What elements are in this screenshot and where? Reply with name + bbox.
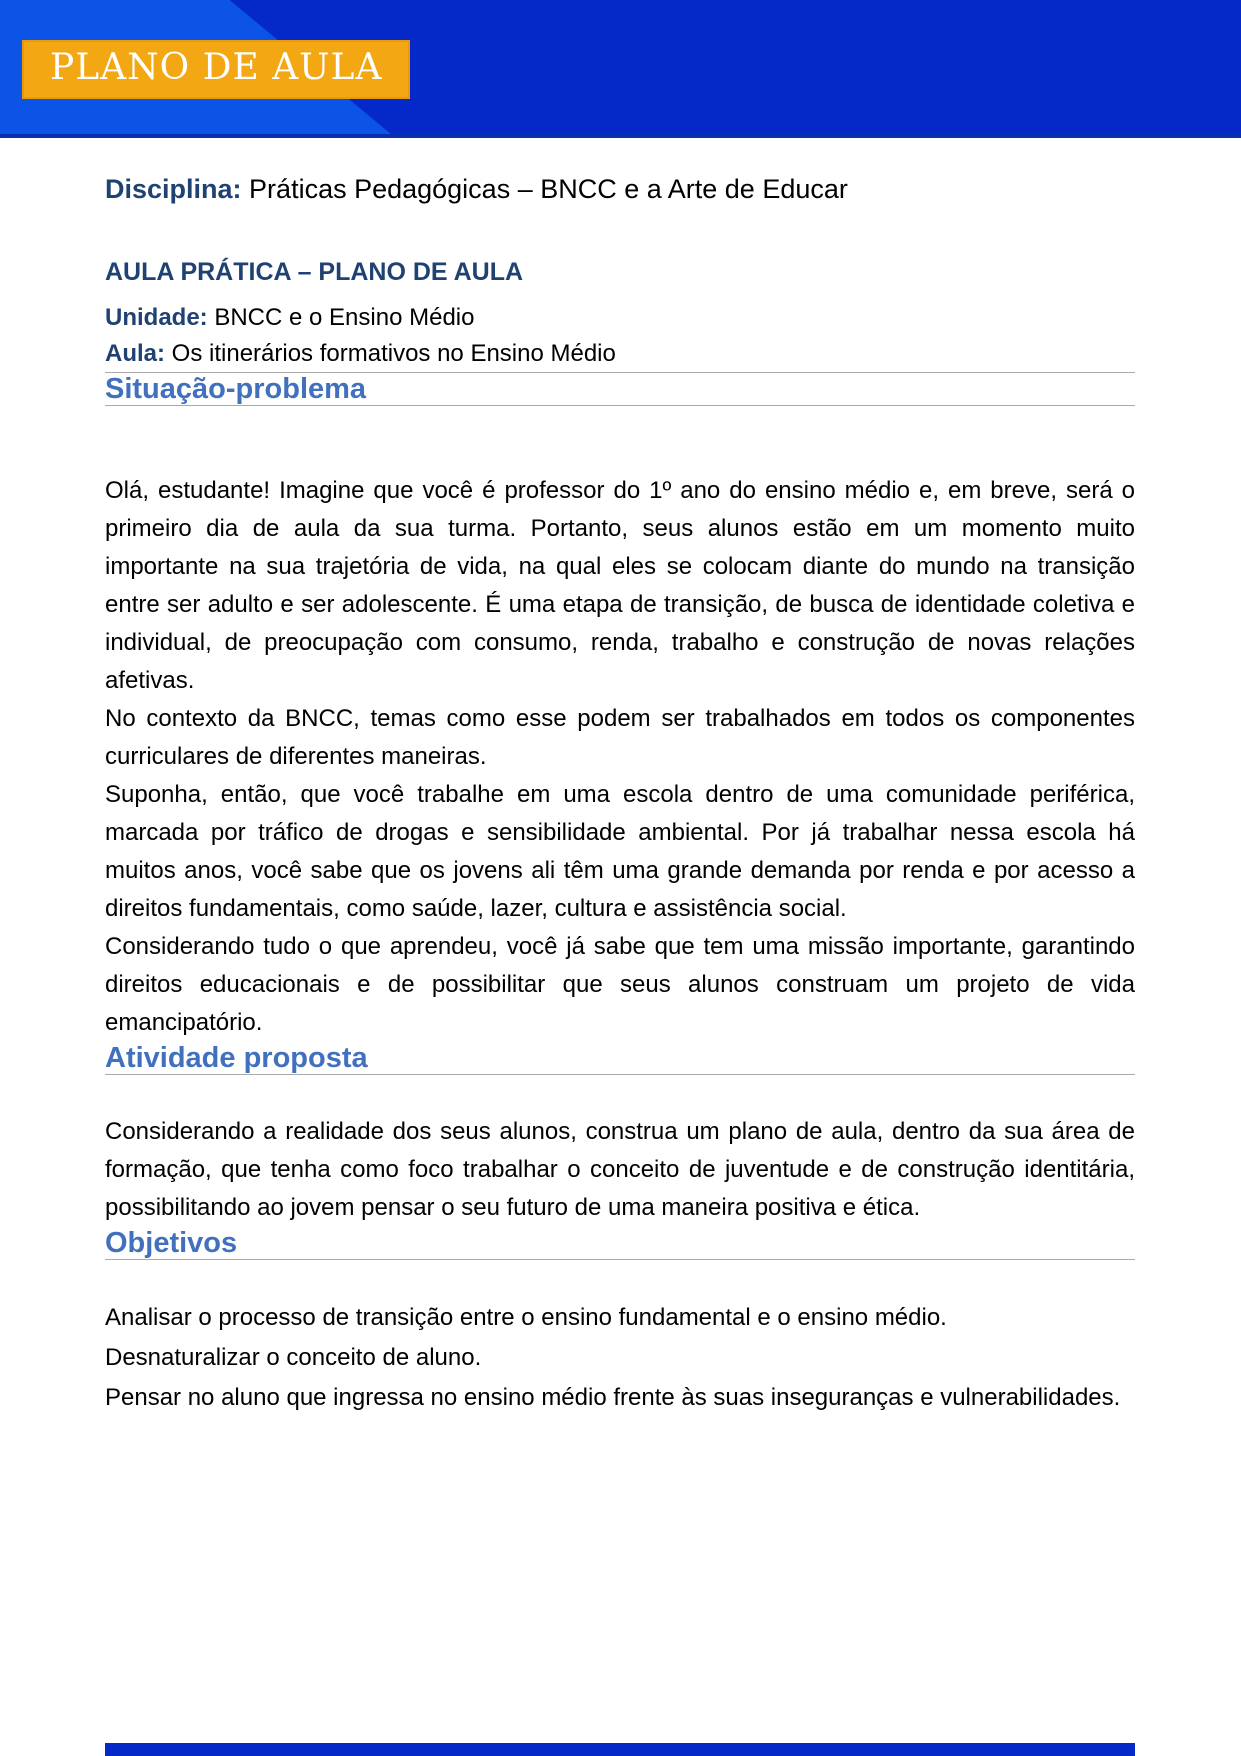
objective-item: Pensar no aluno que ingressa no ensino médio frente às suas inseguranças e vulnerabilidades.	[105, 1384, 1121, 1411]
objective-item: Desnaturalizar o conceito de aluno.	[105, 1344, 482, 1371]
lesson-label: Aula:	[105, 340, 165, 367]
section-title-objetivos: Objetivos	[105, 1227, 238, 1259]
practice-title: AULA PRÁTICA – PLANO DE AULA	[105, 258, 524, 286]
divider	[105, 1259, 1135, 1260]
lesson-value: Os itinerários formativos no Ensino Médio	[171, 340, 616, 367]
paragraph: No contexto da BNCC, temas como esse podem ser trabalhados em todos os componentes curriculares de diferentes maneiras.	[105, 705, 1135, 770]
paragraph: Considerando a realidade dos seus alunos, construa um plano de aula, dentro da sua área de formação, que tenha como foco trabalhar o conceito de juventude e de construção identitária, possibilitando ao jovem pensar o seu futuro de uma maneira positiva e ética.	[105, 1118, 1135, 1221]
discipline-line	[105, 172, 1135, 206]
lesson-meta	[105, 300, 1135, 372]
unit-value: BNCC e o Ensino Médio	[214, 304, 475, 331]
section-title-situacao-problema: Situação-problema	[105, 373, 367, 405]
divider	[105, 405, 1135, 406]
paragraph: Olá, estudante! Imagine que você é professor do 1º ano do ensino médio e, em breve, será o primeiro dia de aula da sua turma. Portanto, seus alunos estão em um momento muito importante na sua trajetória de vida, na qual eles se colocam diante do mundo na transição entre ser adulto e ser adolescente. É uma etapa de transição, de busca de identidade coletiva e individual, de preocupação com consumo, renda, trabalho e construção de novas relações afetivas.	[105, 477, 1135, 694]
discipline-label: Disciplina:	[105, 174, 242, 204]
unit-label: Unidade:	[105, 304, 208, 331]
unit-line	[105, 300, 1135, 336]
footer-band-strip	[105, 1743, 1135, 1756]
page-header-banner	[0, 0, 1241, 138]
divider	[105, 1074, 1135, 1075]
lesson-line	[105, 336, 1135, 372]
document-content	[0, 172, 1241, 1418]
paragraph: Considerando tudo o que aprendeu, você já sabe que tem uma missão importante, garantindo direitos educacionais e de possibilitar que seus alunos construam um projeto de vida emancipatório.	[105, 933, 1135, 1036]
situacao-problema-text	[105, 472, 1135, 1042]
objetivos-list	[105, 1298, 1135, 1418]
objective-item: Analisar o processo de transição entre o ensino fundamental e o ensino médio.	[105, 1304, 947, 1331]
atividade-proposta-text	[105, 1113, 1135, 1227]
section-title-atividade-proposta: Atividade proposta	[105, 1042, 368, 1074]
paragraph: Suponha, então, que você trabalhe em uma escola dentro de uma comunidade periférica, marcada por tráfico de drogas e sensibilidade ambiental. Por já trabalhar nessa escola há muitos anos, você sabe que os jovens ali têm uma grande demanda por renda e por acesso a direitos fundamentais, como saúde, lazer, cultura e assistência social.	[105, 781, 1135, 922]
badge-label: PLANO DE AULA	[50, 47, 383, 88]
plano-de-aula-badge	[22, 40, 410, 99]
discipline-value: Práticas Pedagógicas – BNCC e a Arte de Educar	[249, 174, 848, 204]
